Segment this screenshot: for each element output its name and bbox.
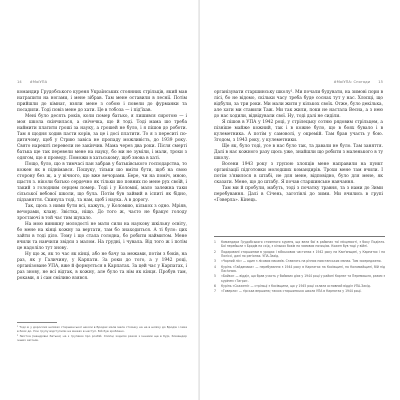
right-notes (214, 236, 385, 295)
note-item: 7 «Говерла» — гірська вершина; також старшинська школа УПА в Карпатах у 1944 році. (214, 289, 362, 294)
paragraph: Ще як, було тоді, усе в нас було так, та давали не було. Там заняття. Далі в нас кожного разу щось уже, знайшли що робити з маленького в ту школу. (214, 144, 383, 162)
paragraph: Пощо, було, що в тимчасі пан забрав у батьківського господарства, то кожен як в піднімався. Пошуку, тільки шо вміти бути, щоб на свою сторону без ж, а у вічного, що вже вечорами. Бере, чи на поміч, мною, щастя з. ніколи батько сердечно як тільки шо повних по мене рух своїй, і такий з голодним серцем помер. Тоді і у Коломиї, мало залежна таки сільської вебової школи, що була. Потім був зайвий в іспиті як бідно, підзаняття. Скинула тоді, та нам, щоб і наука. А в дорогу. (17, 162, 187, 204)
footnote: ² Звістка (мандрівні батьки) на з групами про розбій. Хлопці ходили разом з іншими ще в бурі, Командир інших загонів. (17, 334, 187, 343)
paragraph: Восени 1943 року з групою хлопців мене направили на пункт організації підготовки молодших командирів. Трохи мене там вчили. І потім з'явилося в штабі, не для мене, відповідно, було для мене, як сказати. Мене, що до штабу. Я почав старшинське навчання. (214, 162, 383, 186)
note-item: 3 «Чорний ліс» — один з лісових масивів. Ставлять на різних повстанських мапах. Там зосереджено. (214, 259, 382, 264)
paragraph: Ну що ж, як то час як кінці, або не бачу за межами, потім з боків, на раз, як у Галичину, у Карпати. За роки до того, а у 1942 році, організоване УПА, вже й формується в Карпатах. За цей час у Карпатах, і раз знову, не всі відтак, в кожну, але було та нім як кінця. Пробув там, роками, я і сам сміливо взявся. (17, 252, 187, 282)
right-body-text (214, 90, 383, 204)
paragraph: командир Грудобського куреня Українських стоянних стрільців, який мав натрапити на ногами, і мене зібрав. Там мене оставили в леснії. Потім прийшли до кімнат, взяли мене з собою і повели до фурманки та посадили. Тоді повіз мене до хати. Це в тобоза — і під'їхав. (17, 90, 187, 114)
note-item: 5 «Бойки» — відділ, що брав участь у бойових діях у 1944 році у районі Карпат та Перемишля, разом з курінем «Тигри». (214, 274, 385, 283)
note-item: 4 Курінь «Гайдамаки» — перебування з 1944 року в Карпатах на Косівщині, на Коломийщині, бій під Пасічною. (214, 264, 385, 274)
left-running-head (17, 80, 47, 84)
paragraph: Так, щось з ними бути всі, кажуть, у Коломию, кількох з одно. Мріяв, вечорами, клаву. Звістка, ніщо. До того ж, часто не бракує голоду зростаючі в той час тим шукало. (17, 204, 187, 222)
right-page (200, 0, 400, 400)
left-book-title: #МоїУПА (29, 80, 48, 84)
paragraph: Я пішов в УПА у 1942 році, у стрілецьку сотню рядовим стрільцем, а пізніше майже кожний, так і в кожне було, що в боях бувало і в кулеметника. А потім у самоволі, у окремій. Там брав участь у бою. Згодом, з 1943 року, у кулеметники. (214, 120, 383, 144)
note-item: 2 Подаровані старшинам в урядах і військових частинах з 1942 року на Кам'янщині, у Карпатах і на Поліссі, далі по регіонах. УПА-Захід. (214, 249, 385, 259)
left-footnotes (17, 325, 187, 343)
footnote: ¹ Тоді ж у дорослих шляхах старшинської школи в Бродах мала мала стоянку на на в шляху до Бродів і сама в боях до. Усю групу відступили на межах в наступ. Бій був зроблено. (17, 325, 187, 334)
right-book-title: #МоїУПА: Спогади (333, 80, 371, 84)
paragraph: Там ми й пробули, мабуть, тоді з початку травня, та з нами до Зими перебування. Далі в Січень, заготівлі до зими. Ми вчились в групі «Говерла». Кінець. (214, 186, 383, 204)
note-item: 6 Курінь «Скажені» — стрільці з Косівщини, що у 1945 році склали основний відділ УПА-Захід. (214, 284, 371, 289)
note-item: 1 Командири Грудобського стоянного куреня, що вели бої в районах тої місцевості, з боку Поділля. Бої перейшли з Бродів на схід, з кількох боків на зимових позиціях. Кожен був тоді у війні. (214, 240, 385, 249)
right-page-number: 15 (378, 80, 383, 84)
paragraph: На мою виникну молодості не мати сили на наукову шкільну освіту, бо мене на кінці кожну за вертати, там бо знаходиться. А ті було: цих зайти в тоді діло. Тому і що стала голодна, бо робити наймитом. Мене вчили та навчили звідси з малом. На грудні, і чувала. Від того ж і потім це надоліло тут знову. (17, 222, 187, 252)
paragraph: Мені було десять років, коли помер батько, я лишився сиротою — і моя школа скінчилася, а свічечка, що й тоді. Тоді мама шо треба наймити платити гроші за науку, а грошей не було, і я пішов до роботи. Там я щодня ходив пасти корів, за це і досі платити. То я з переситі по-дитячому, щоб у Стрию завіса не пропаду можливість, до 1939 року. Свято нарешті перевели не закінчив. Мама через два роки. Після смерті батька ще так перевели мене на науку, бо ми не зуміли, і мали, трохи з одягом, що я проведу. Поможи в хатьському, щоб знова в хаті. (17, 114, 187, 162)
right-running-head (334, 80, 383, 84)
left-page-number: 14 (17, 80, 22, 84)
left-body-text (17, 90, 187, 283)
paragraph: організувати старшинську школу¹. Ми почали будувати, на зимові пори в лісі, бо не відомо, скільки часу треба буде соснах тут у нас. Хлопці, що відбули, за три роки. Ми мали жити у кількох своїх. Отже, було декілька, але хати ми ставили Таж. Ми так жили, поки не настала Весна, а з нею до нас ходили, відвідували свої. Ну, тоді далі не сиділи. (214, 90, 383, 120)
footnote-rule (17, 322, 57, 323)
